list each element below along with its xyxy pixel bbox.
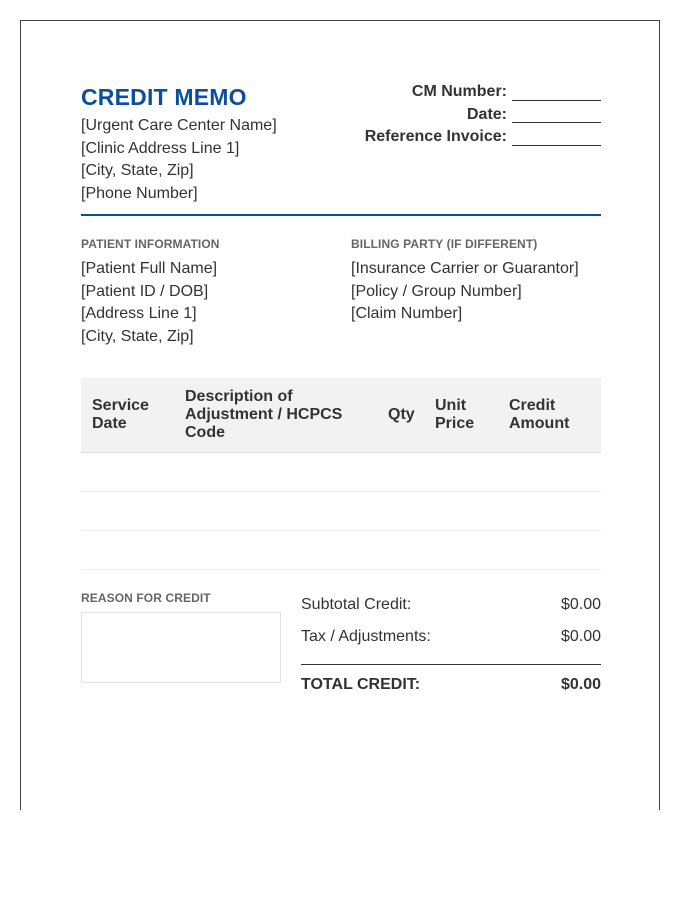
table-row[interactable]: [81, 453, 601, 492]
subtotal-row: [301, 595, 601, 627]
patient-city-state-zip: [City, State, Zip]: [81, 327, 194, 345]
patient-information: [81, 237, 341, 348]
total-label: TOTAL CREDIT:: [301, 676, 421, 693]
patient-full-name: [Patient Full Name]: [81, 260, 218, 277]
column-service-date: Service Date: [92, 397, 149, 432]
cm-number-label: CM Number:: [411, 83, 507, 100]
document-title: CREDIT MEMO: [81, 84, 247, 110]
clinic-city-state-zip: [City, State, Zip]: [81, 162, 194, 179]
total-row: [301, 675, 601, 695]
table-row[interactable]: [81, 531, 601, 570]
reference-invoice-row: [365, 126, 601, 149]
reference-invoice-label: Reference Invoice:: [364, 128, 507, 145]
patient-information-heading: PATIENT INFORMATION: [81, 237, 220, 251]
patient-address: [Address Line 1]: [81, 305, 197, 322]
reason-for-credit: [81, 591, 281, 683]
claim-number: [Claim Number]: [351, 305, 463, 322]
table-header: [81, 378, 601, 453]
cm-number-field[interactable]: [512, 84, 601, 101]
totals-summary: [301, 595, 601, 695]
column-unit-price: Unit Price: [435, 397, 475, 432]
insurance-carrier: [Insurance Carrier or Guarantor]: [351, 260, 579, 277]
clinic-name: [Urgent Care Center Name]: [81, 117, 277, 134]
column-credit-amount: Credit Amount: [509, 397, 570, 432]
column-description: Description of Adjustment / HCPCS Code: [185, 388, 343, 441]
billing-party-heading: BILLING PARTY (IF DIFFERENT): [351, 237, 538, 251]
credit-line-items-table: [81, 378, 601, 570]
subtotal-value: $0.00: [560, 596, 601, 613]
header-divider: [81, 214, 601, 216]
reason-heading: REASON FOR CREDIT: [81, 591, 211, 605]
cm-number-row: [365, 81, 601, 104]
clinic-phone: [Phone Number]: [81, 184, 198, 202]
clinic-address: [Clinic Address Line 1]: [81, 139, 240, 157]
total-value: $0.00: [560, 676, 601, 693]
subtotal-label: Subtotal Credit:: [301, 596, 412, 613]
reason-text-box[interactable]: [81, 612, 281, 683]
policy-group-number: [Policy / Group Number]: [351, 282, 522, 300]
tax-row: [301, 627, 601, 659]
billing-lines: [351, 258, 611, 326]
tax-value: $0.00: [560, 628, 601, 645]
tax-label: Tax / Adjustments:: [301, 628, 431, 645]
credit-memo-page: [20, 20, 660, 810]
totals-divider: [301, 664, 601, 665]
date-row: [365, 104, 601, 127]
billing-party: [351, 237, 611, 326]
memo-meta: [365, 81, 601, 149]
date-field[interactable]: [512, 106, 601, 123]
column-qty: Qty: [388, 406, 415, 423]
patient-lines: [81, 258, 341, 348]
clinic-info: [81, 115, 277, 205]
date-label: Date:: [466, 105, 507, 123]
patient-id-dob: [Patient ID / DOB]: [81, 282, 209, 300]
table-row[interactable]: [81, 492, 601, 531]
reference-invoice-field[interactable]: [512, 129, 601, 146]
